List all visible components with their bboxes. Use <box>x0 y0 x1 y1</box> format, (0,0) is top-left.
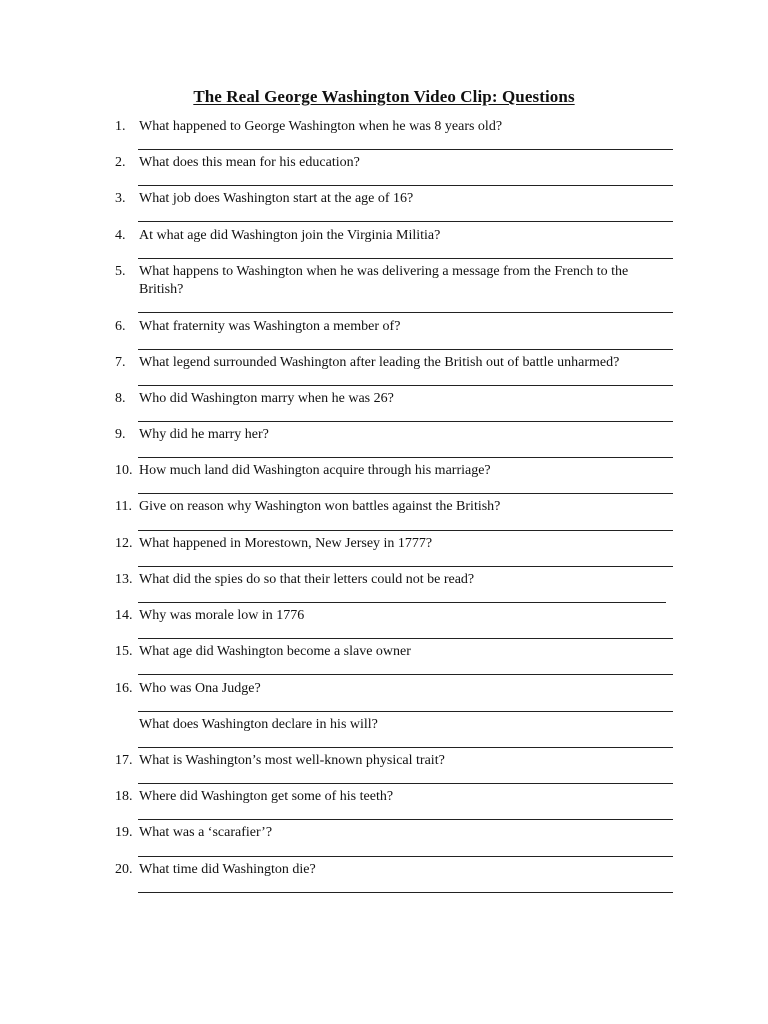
answer-line <box>138 493 673 494</box>
question-number: 6. <box>115 319 126 334</box>
question-text: What happened in Morestown, New Jersey in 1777? <box>139 536 433 551</box>
answer-line <box>138 385 673 386</box>
question-text: What time did Washington die? <box>139 862 316 877</box>
answer-line <box>138 638 673 639</box>
question-number: 10. <box>115 463 133 478</box>
question-number: 4. <box>115 228 126 243</box>
question-text: What legend surrounded Washington after leading the British out of battle unharmed? <box>139 355 620 370</box>
question-number: 9. <box>115 427 126 442</box>
question-number: 5. <box>115 264 126 279</box>
answer-line <box>138 185 673 186</box>
answer-line <box>138 783 673 784</box>
question-number: 15. <box>115 644 133 659</box>
question-number: 16. <box>115 681 133 696</box>
answer-line <box>138 349 673 350</box>
page-title: The Real George Washington Video Clip: Questions <box>193 87 575 106</box>
question-text: Why did he marry her? <box>139 427 269 442</box>
answer-line <box>138 566 673 567</box>
question-text: What job does Washington start at the age of 16? <box>139 191 414 206</box>
answer-line <box>138 747 673 748</box>
question-number: 12. <box>115 536 133 551</box>
question-text: Where did Washington get some of his teeth? <box>139 789 394 804</box>
question-text: What fraternity was Washington a member of? <box>139 319 401 334</box>
question-text: What age did Washington become a slave owner <box>139 644 411 659</box>
question-text: What was a ‘scarafier’? <box>139 825 273 840</box>
question-number: 19. <box>115 825 133 840</box>
question-number: 17. <box>115 753 133 768</box>
question-number: 1. <box>115 119 126 134</box>
question-number: 18. <box>115 789 133 804</box>
question-text: At what age did Washington join the Virginia Militia? <box>139 228 441 243</box>
answer-line <box>138 856 673 857</box>
question-text: Give on reason why Washington won battles against the British? <box>139 499 501 514</box>
question-text: Who was Ona Judge? <box>139 681 261 696</box>
answer-line <box>138 258 673 259</box>
question-text: What does this mean for his education? <box>139 155 360 170</box>
answer-line <box>138 892 673 893</box>
question-text: What happened to George Washington when he was 8 years old? <box>139 119 503 134</box>
question-number: 8. <box>115 391 126 406</box>
question-text: Why was morale low in 1776 <box>139 608 305 623</box>
question-text: Who did Washington marry when he was 26? <box>139 391 394 406</box>
answer-line <box>138 457 673 458</box>
question-number: 11. <box>115 499 132 514</box>
answer-line <box>138 421 673 422</box>
question-number: 13. <box>115 572 133 587</box>
answer-line <box>138 711 673 712</box>
answer-line <box>138 312 673 313</box>
question-number: 2. <box>115 155 126 170</box>
question-text: What happens to Washington when he was delivering a message from the French to the British? <box>139 264 629 297</box>
question-text: How much land did Washington acquire through his marriage? <box>139 463 491 478</box>
question-text: What did the spies do so that their letters could not be read? <box>139 572 475 587</box>
answer-line <box>138 149 673 150</box>
question-number: 14. <box>115 608 133 623</box>
answer-line <box>138 221 673 222</box>
answer-line <box>138 602 666 603</box>
answer-line <box>138 819 673 820</box>
question-number: 7. <box>115 355 126 370</box>
answer-line <box>138 530 673 531</box>
question-number: 3. <box>115 191 126 206</box>
question-text: What does Washington declare in his will? <box>139 717 378 732</box>
question-number: 20. <box>115 862 133 877</box>
question-text: What is Washington’s most well-known physical trait? <box>139 753 445 768</box>
answer-line <box>138 674 673 675</box>
